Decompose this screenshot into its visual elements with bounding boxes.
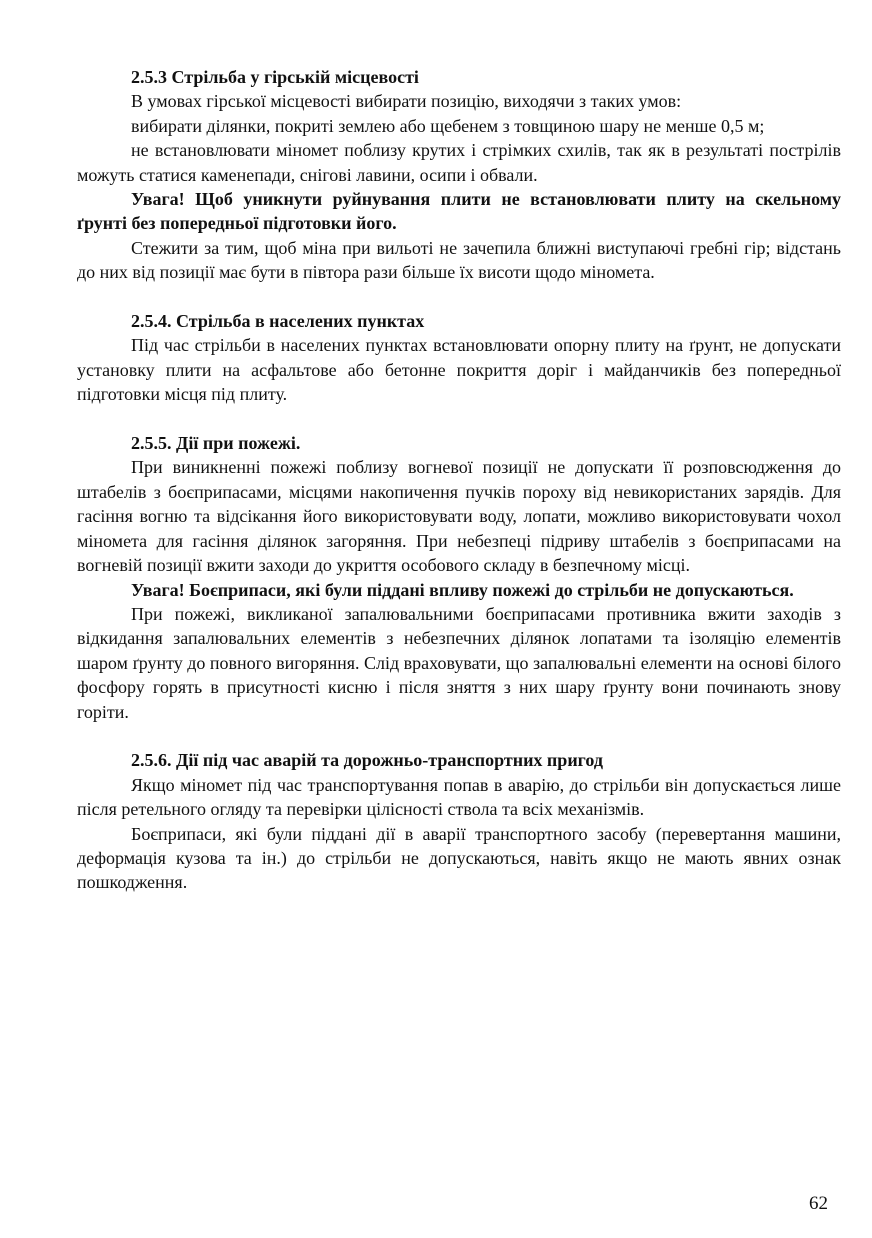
warning-paragraph: Увага! Боєприпаси, які були піддані впливу пожежі до стрільби не допускаються. [131,579,794,600]
paragraph: При виникненні пожежі поблизу вогневої позиції не допускати її розповсюдження до штабелів з боєприпасами, місцями накопичення пучків пороху від невикористаних зарядів. Для гасіння вогню та відсікання його використовувати воду, лопати, можливо використовувати чохол міномета для гасіння ділянок загоряння. При небезпеці підриву штабелів з боєприпасами на вогневій позиції вжити заходи до укриття особового складу в безпечному місці. [77,457,841,576]
paragraph: Боєприпаси, які були піддані дії в аварії транспортного засобу (перевертання машини, деформація кузова та ін.) до стрільби не допускаються, навіть якщо не мають явних ознак пошкодження. [77,823,841,893]
paragraph: Якщо міномет під час транспортування попав в аварію, до стрільби він допускається лише після ретельного огляду та перевірки цілісності ствола та всіх механізмів. [77,774,841,820]
page-number: 62 [809,1193,828,1214]
paragraph: В умовах гірської місцевості вибирати позицію, виходячи з таких умов: [131,91,682,112]
section-accident-actions [77,748,841,894]
page-content [77,65,841,895]
section-heading: 2.5.4. Стрільба в населених пунктах [131,311,425,332]
warning-paragraph: Увага! Щоб уникнути руйнування плити не встановлювати плиту на скельному ґрунті без попередньої підготовки його. [77,189,841,234]
section-heading: 2.5.3 Стрільба у гірській місцевості [131,67,419,87]
section-mountain-firing [77,65,841,285]
paragraph: не встановлювати міномет поблизу крутих і стрімких схилів, так як в результаті пострілів можуть статися каменепади, снігові лавини, осипи і обвали. [77,140,841,185]
paragraph: Під час стрільби в населених пунктах встановлювати опорну плиту на ґрунт, не допускати установку плити на асфальтове або бетонне покриття доріг і майданчиків без попередньої підготовки місця під плиту. [77,335,841,405]
paragraph: вибирати ділянки, покриті землею або щебенем з товщиною шару не менше 0,5 м; [131,115,765,136]
section-heading: 2.5.6. Дії під час аварій та дорожньо-транспортних пригод [131,750,603,771]
paragraph: При пожежі, викликаної запалювальними боєприпасами противника вжити заходів з відкидання запалювальних елементів з небезпечних ділянок лопатами та ізоляцію елементів шаром ґрунту до повного вигоряння. Слід враховувати, що запалювальні елементи на основі білого фосфору горять в присутності кисню і після зняття з них шару ґрунту вони починають знову горіти. [77,603,842,722]
section-heading: 2.5.5. Дії при пожежі. [131,433,301,454]
section-settlement-firing [77,309,841,407]
paragraph: Стежити за тим, щоб міна при вильоті не зачепила ближні виступаючі гребні гір; відстань до них від позиції має бути в півтора рази більше їх висоти щодо міномета. [77,237,841,283]
section-fire-actions [77,431,841,724]
